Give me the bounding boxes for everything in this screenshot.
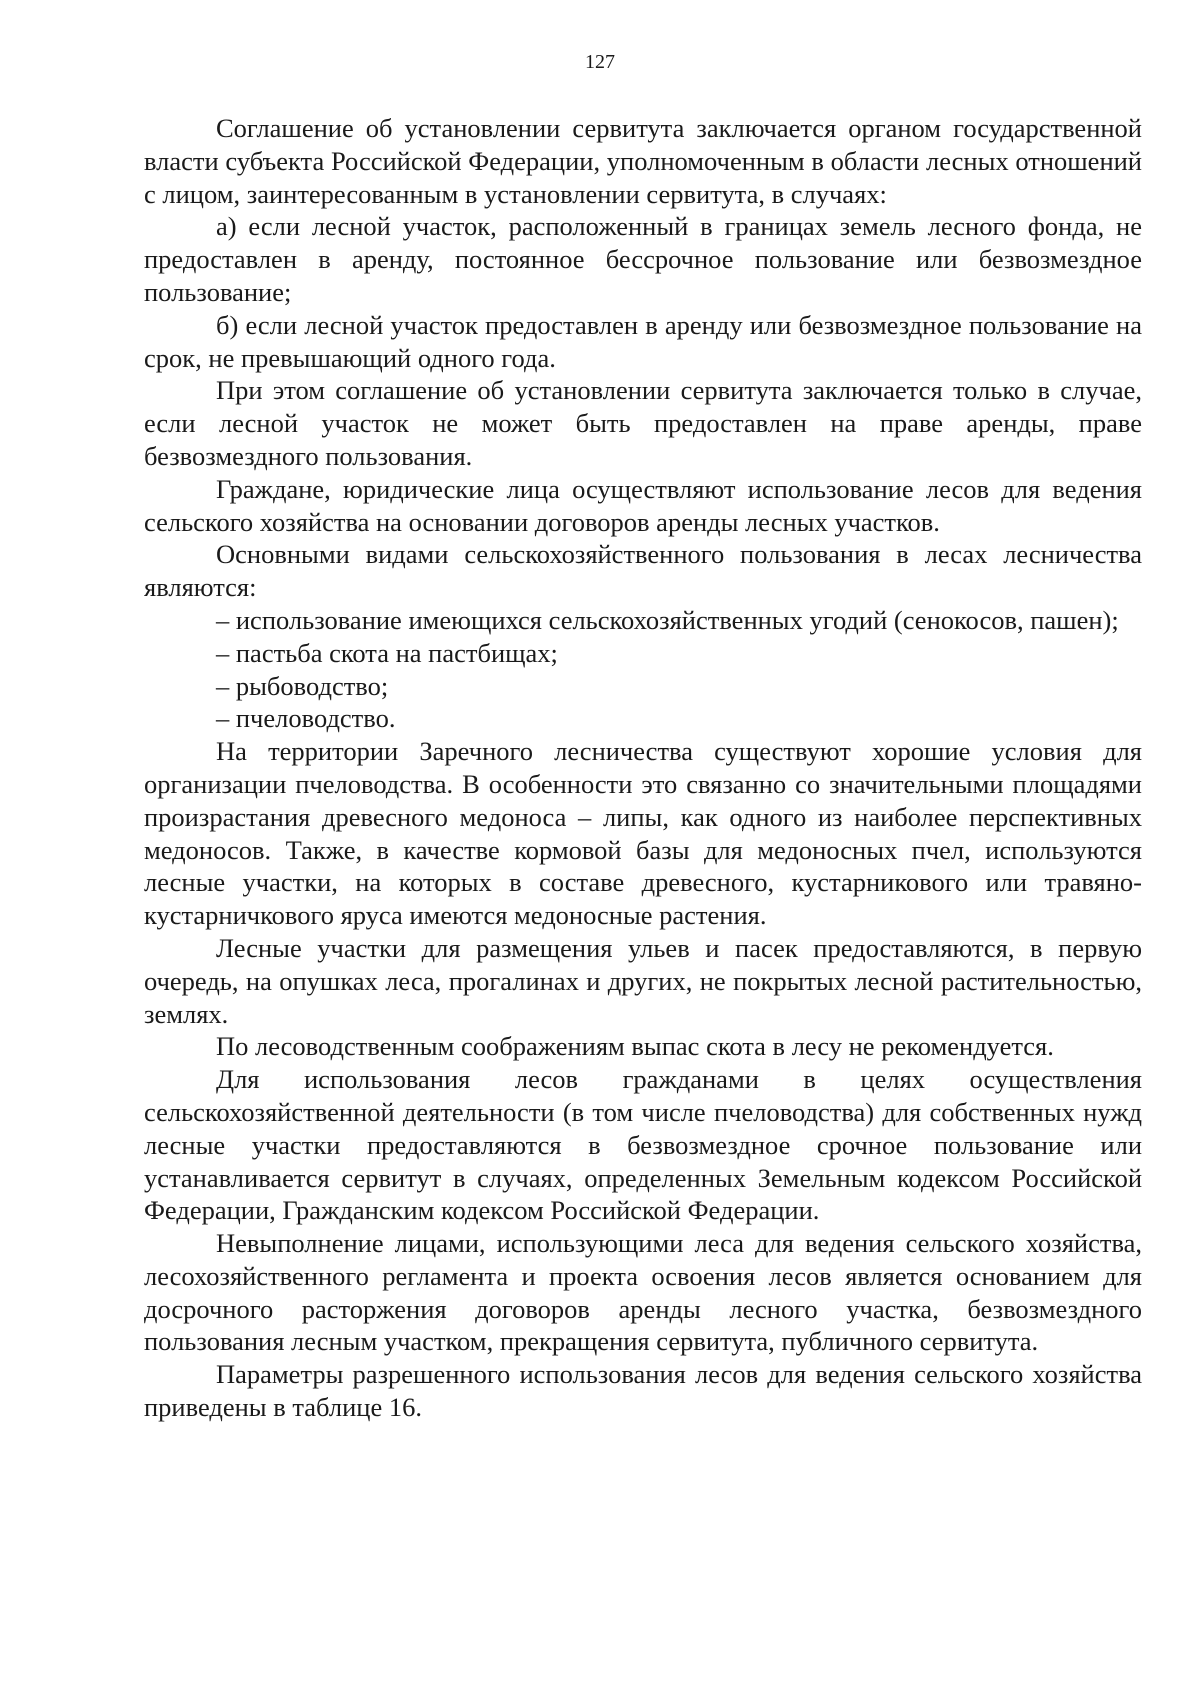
page-number: 127 (585, 51, 615, 73)
list-item-beekeeping: – пчеловодство. (216, 703, 396, 734)
body-text (144, 112, 1142, 1424)
paragraph-table-reference: Параметры разрешенного использования лесов для ведения сельского хозяйства приведены в таблице 16. (144, 1359, 1142, 1423)
list-item-grazing: – пастьба скота на пастбищах; (216, 637, 558, 668)
paragraph-case-b: б) если лесной участок предоставлен в аренду или безвозмездное пользование на срок, не превышающий одного года. (144, 309, 1142, 373)
paragraph-citizens-use: Граждане, юридические лица осуществляют использование лесов для ведения сельского хозяйства на основании договоров аренды лесных участков. (144, 473, 1142, 537)
paragraph-case-a: а) если лесной участок, расположенный в границах земель лесного фонда, не предоставлен в аренду, постоянное бессрочное пользование или безвозмездное пользование; (144, 211, 1142, 307)
paragraph-servitude-agreement: Соглашение об установлении сервитута заключается органом государственной власти субъекта Российской Федерации, уполномоченным в области лесных отношений с лицом, заинтересованным в установлении сервитута, в случаях: (144, 113, 1142, 209)
paragraph-citizens-free-use: Для использования лесов гражданами в целях осуществления сельскохозяйственной деятельности (в том числе пчеловодства) для собственных нужд лесные участки предоставляются в безвозмездное срочное пользование или устанавливается сервитут в случаях, определенных Земельным кодексом Российской Федерации, Гражданским кодексом Российской Федерации. (144, 1064, 1142, 1226)
paragraph-servitude-condition: При этом соглашение об установлении сервитута заключается только в случае, если лесной участок не может быть предоставлен на праве аренды, праве безвозмездного пользования. (144, 375, 1142, 471)
paragraph-beekeeping-conditions: На территории Заречного лесничества существуют хорошие условия для организации пчеловодства. В особенности это связанно со значительными площадями произрастания древесного медоноса – липы, как одного из наиболее перспективных медоносов. Также, в качестве кормовой базы для медоносных пчел, используются лесные участки, на которых в составе древесного, кустарникового или травяно-кустарничкового яруса имеются медоносные растения. (144, 736, 1142, 931)
paragraph-hive-placement: Лесные участки для размещения ульев и пасек предоставляются, в первую очередь, на опушках леса, прогалинах и других, не покрытых лесной растительностью, землях. (144, 932, 1142, 1029)
paragraph-non-compliance: Невыполнение лицами, использующими леса для ведения сельского хозяйства, лесохозяйственного регламента и проекта освоения лесов является основанием для досрочного расторжения договоров аренды лесного участка, безвозмездного пользования лесным участком, прекращения сервитута, публичного сервитута. (144, 1228, 1142, 1357)
list-item-agricultural-lands: – использование имеющихся сельскохозяйственных угодий (сенокосов, пашен); (216, 604, 1119, 635)
paragraph-grazing-not-recommended: По лесоводственным соображениям выпас скота в лесу не рекомендуется. (216, 1031, 1054, 1062)
list-item-fish-farming: – рыбоводство; (216, 670, 389, 701)
paragraph-main-types: Основными видами сельскохозяйственного пользования в лесах лесничества являются: (144, 539, 1142, 603)
